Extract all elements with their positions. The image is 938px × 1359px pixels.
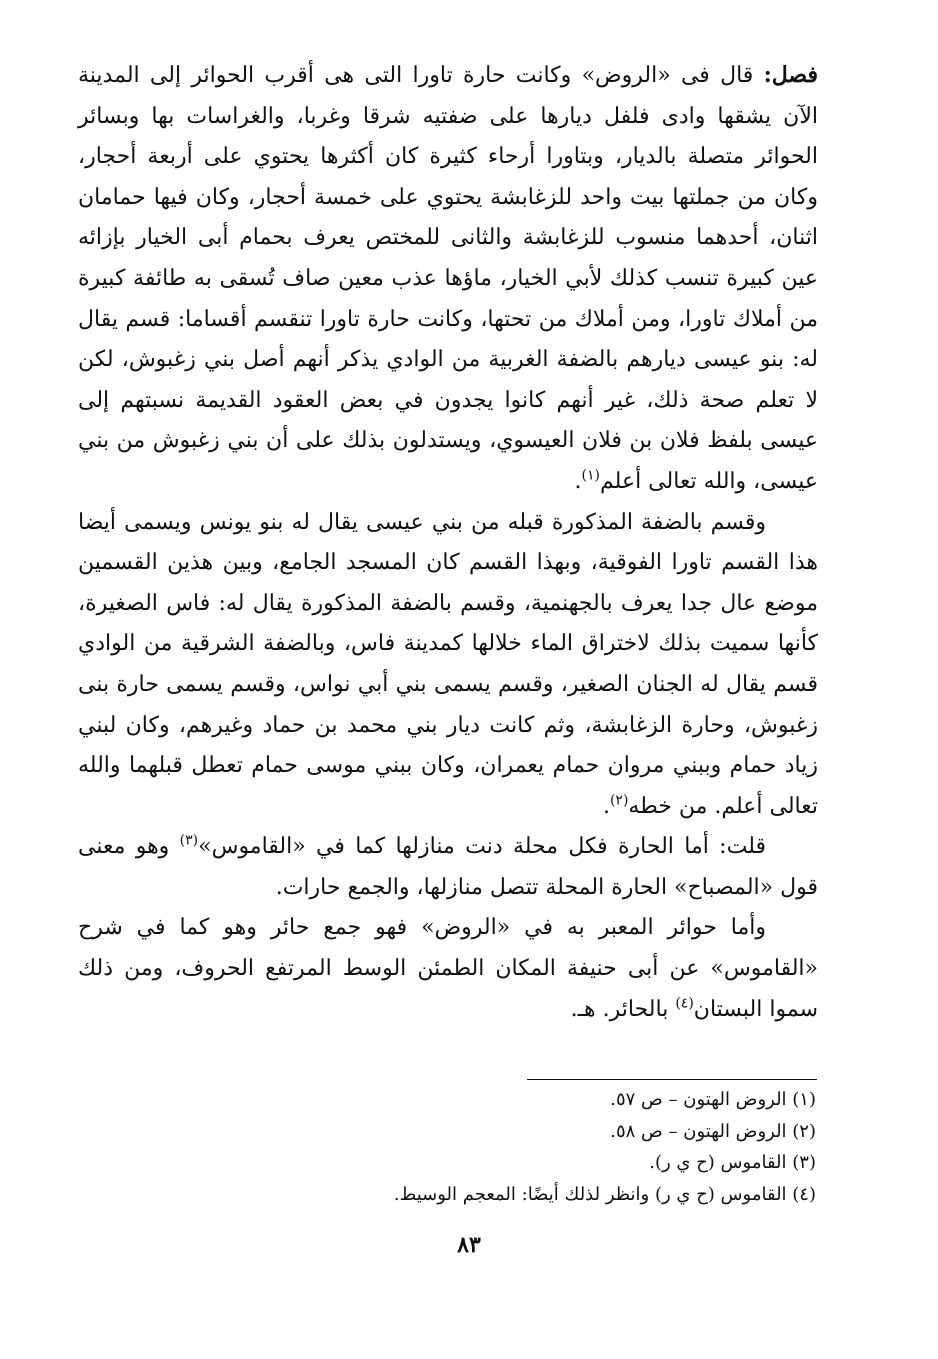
paragraph-1: [78, 55, 818, 503]
paragraph-text: وقسم بالضفة المذكورة قبله من بني عيسى يقال له بنو يونس ويسمى أيضا هذا القسم تاورا الفوقية، وبهذا القسم كان المسجد الجامع، وبين هذين القسمين موضع عال جدا يعرف بالجهنمية، وقسم بالضفة المذكورة يقال له: فاس الصغيرة، كأنها سميت بذلك لاختراق الماء خلالها كمدينة فاس، وبالضفة الشرقية من الوادي قسم يقال له الجنان الصغير، وقسم يسمى بني أبي نواس، وقسم يسمى حارة بنى زغبوش، وحارة الزغابشة، وثم كانت ديار بني محمد بن حماد وغيرهم، وكان لبني زياد حمام وببني مروان حمام يعمران، وكان ببني موسى حمام تعطل قبلهما والله تعالى أعلم. من خطه: [78, 509, 818, 819]
paragraph-text: قلت: أما الحارة فكل محلة دنت منازلها كما في «القاموس»: [198, 834, 766, 860]
footnote-ref: (١): [581, 467, 601, 484]
body-text: [78, 55, 818, 1030]
footnote-item: (٤) القاموس (ح ي ر) وانظر لذلك أيضًا: المعجم الوسيط.: [393, 1183, 816, 1205]
footnote-item: (٣) القاموس (ح ي ر).: [649, 1152, 816, 1173]
paragraph-tail: .: [574, 468, 582, 494]
footnote-ref: (٣): [179, 832, 199, 849]
footnote-divider: [527, 1079, 817, 1080]
paragraph-4: [78, 908, 818, 1030]
footnote-ref: (٤): [675, 995, 694, 1012]
page-number: ٨٣: [457, 1232, 481, 1258]
footnote-ref: (٢): [609, 792, 629, 809]
footnote-item: (١) الروض الهتون – ص ٥٧.: [610, 1089, 816, 1110]
paragraph-text: قال فى «الروض» وكانت حارة تاورا التى هى أقرب الحوائر إلى المدينة الآن يشقها وادى فلفل ديارها على ضفتيه شرقا وغربا، والغراسات بها وبسائر الحوائر متصلة بالديار، وبتاورا أرحاء كثيرة كان أكثرها يحتوي على أربعة أحجار، وكان من جملتها بيت واحد للزغابشة يحتوي على خمسة أحجار، وكان فيها حمامان اثنان، أحدهما منسوب للزغابشة والثانى للمختص يعرف بحمام أبى الخيار بإزائه عين كبيرة تنسب كذلك لأبي الخيار، ماؤها عذب معين صاف تُسقى به طائفة كبيرة من أملاك تاورا، ومن أملاك من تحتها، وكانت حارة تاورا تنقسم أقساما: قسم يقال له: بنو عيسى ديارهم بالضفة الغربية من الوادي يذكر أنهم أصل بني زغبوش، لكن لا تعلم صحة ذلك، غير أنهم كانوا يجدون في بعض العقود القديمة نسبتهم إلى عيسى بلفظ فلان بن فلان العيسوي، ويستدلون بذلك على أن بني زغبوش من بني عيسى، والله تعالى أعلم: [78, 63, 818, 494]
paragraph-tail: بالحائر. هـ.: [570, 996, 676, 1022]
footnotes: [296, 1084, 816, 1210]
paragraph-tail: وهو معنى قول «المصباح» الحارة المحلة تتصل منازلها، والجمع حارات.: [78, 834, 818, 900]
paragraph-3: [78, 827, 818, 908]
paragraph-2: [78, 503, 818, 828]
paragraph-text: وأما حوائر المعبر به في «الروض» فهو جمع حائر وهو كما في شرح «القاموس» عن أبى حنيفة المكان الطمئن الوسط المرتفع الحروف، ومن ذلك سموا البستان: [78, 915, 818, 1022]
section-heading: فصل:: [763, 62, 818, 88]
paragraph-tail: .: [602, 793, 610, 819]
footnote-item: (٢) الروض الهتون – ص ٥٨.: [610, 1120, 816, 1142]
